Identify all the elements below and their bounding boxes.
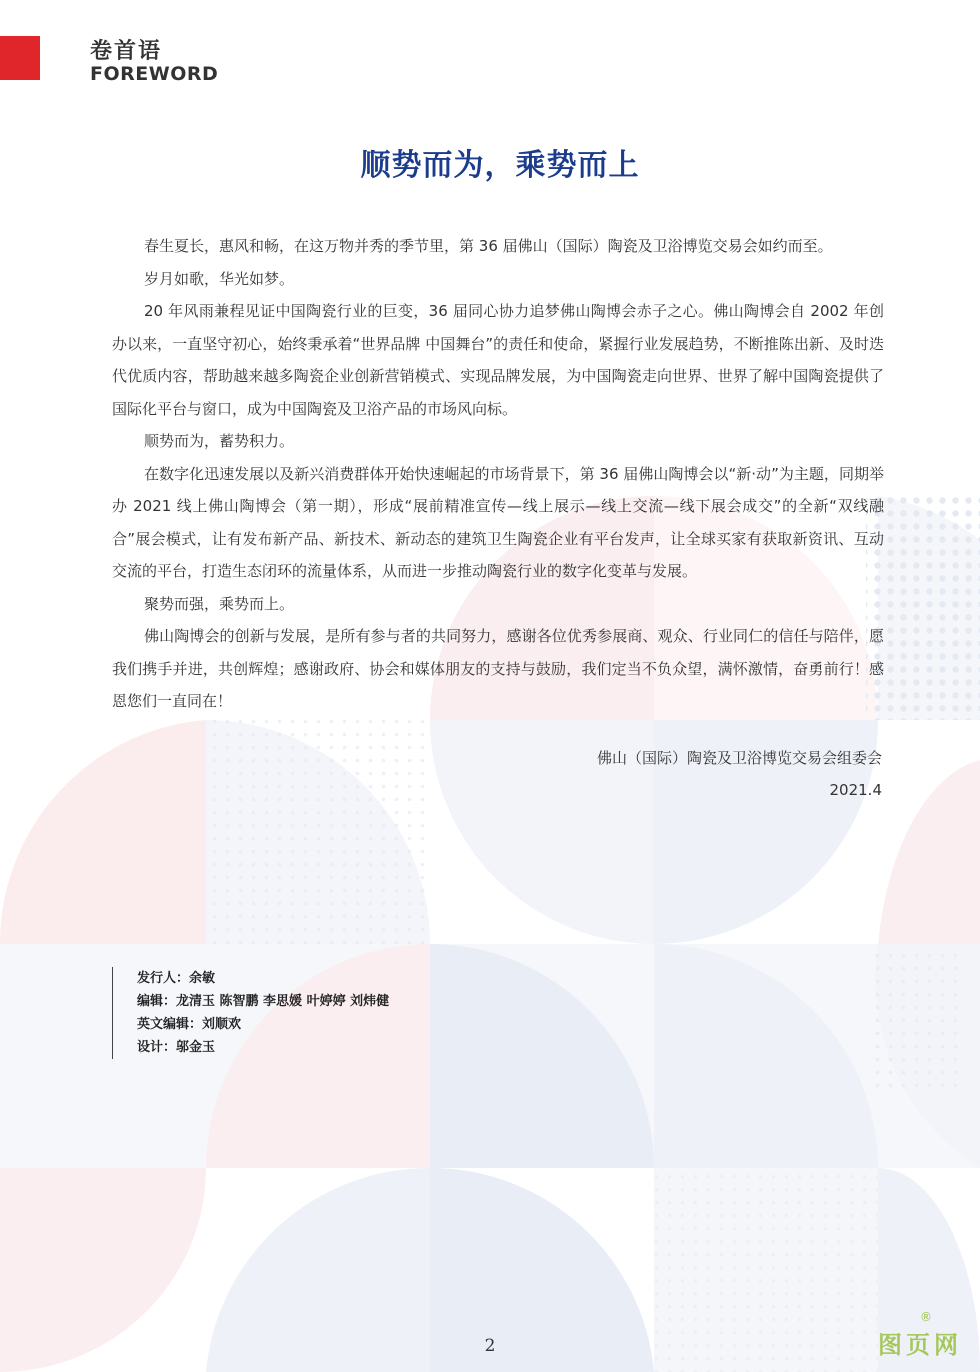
credit-line: 发行人：余敏 (137, 971, 216, 986)
paragraph: 顺势而为，蓄势积力。 (144, 432, 295, 450)
paragraph: 岁月如歌，华光如梦。 (144, 269, 295, 288)
page-title: 顺势而为，乘势而上 (360, 148, 640, 183)
credits-block (112, 967, 389, 1059)
section-title-cn: 卷首语 (90, 39, 163, 64)
paragraph: 20 年风雨兼程见证中国陶瓷行业的巨变，36 届同心协力追梦佛山陶博会赤子之心。佛山陶博会自 2002 年创办以来，一直坚守初心，始终秉承着“世界品牌 中国舞台”的责任和使命，紧握行业发展趋势，不断推陈出新、及时迭代优质内容，帮助越来越多陶瓷企业创新营销模式、实现品牌发展，为中国陶瓷走向世界、世界了解中国陶瓷提供了国际化平台与窗口，成为中国陶瓷及卫浴产品的市场风向标。 (112, 302, 884, 418)
paragraph: 聚势而强，乘势而上。 (144, 594, 295, 613)
credit-line: 设计：邬金玉 (137, 1040, 216, 1055)
watermark: 图页网 (878, 1331, 962, 1359)
paragraph: 在数字化迅速发展以及新兴消费群体开始快速崛起的市场背景下，第 36 届佛山陶博会以“新·动”为主题，同期举办 2021 线上佛山陶博会（第一期），形成“展前精准宣传—线上展示—线上交流—线下展会成交”的全新“双线融合”展会模式，让有发布新产品、新技术、新动态的建筑卫生陶瓷企业有平台发声，让全球买家有获取新资讯、互动交流的平台，打造生态闭环的流量体系，从而进一步推动陶瓷行业的数字化变革与发展。 (112, 464, 884, 580)
signature-date: 2021.4 (829, 781, 882, 799)
watermark-registered-mark: ® (920, 1310, 932, 1324)
foreword-body (112, 230, 884, 718)
signature-org: 佛山（国际）陶瓷及卫浴博览交易会组委会 (596, 749, 882, 767)
section-title-en: FOREWORD (90, 63, 219, 85)
paragraph: 春生夏长，惠风和畅，在这万物并秀的季节里，第 36 届佛山（国际）陶瓷及卫浴博览交易会如约而至。 (144, 237, 833, 255)
paragraph: 佛山陶博会的创新与发展，是所有参与者的共同努力，感谢各位优秀参展商、观众、行业同仁的信任与陪伴，愿我们携手并进，共创辉煌；感谢政府、协会和媒体朋友的支持与鼓励，我们定当不负众望，满怀激情，奋勇前行！感恩您们一直同在！ (112, 627, 884, 710)
credit-line: 编辑：龙清玉 陈智鹏 李思媛 叶婷婷 刘炜健 (137, 994, 390, 1009)
credit-line: 英文编辑：刘顺欢 (137, 1017, 242, 1032)
signature-block (597, 742, 882, 806)
header-accent-block (0, 36, 40, 80)
page-number: 2 (484, 1336, 496, 1356)
